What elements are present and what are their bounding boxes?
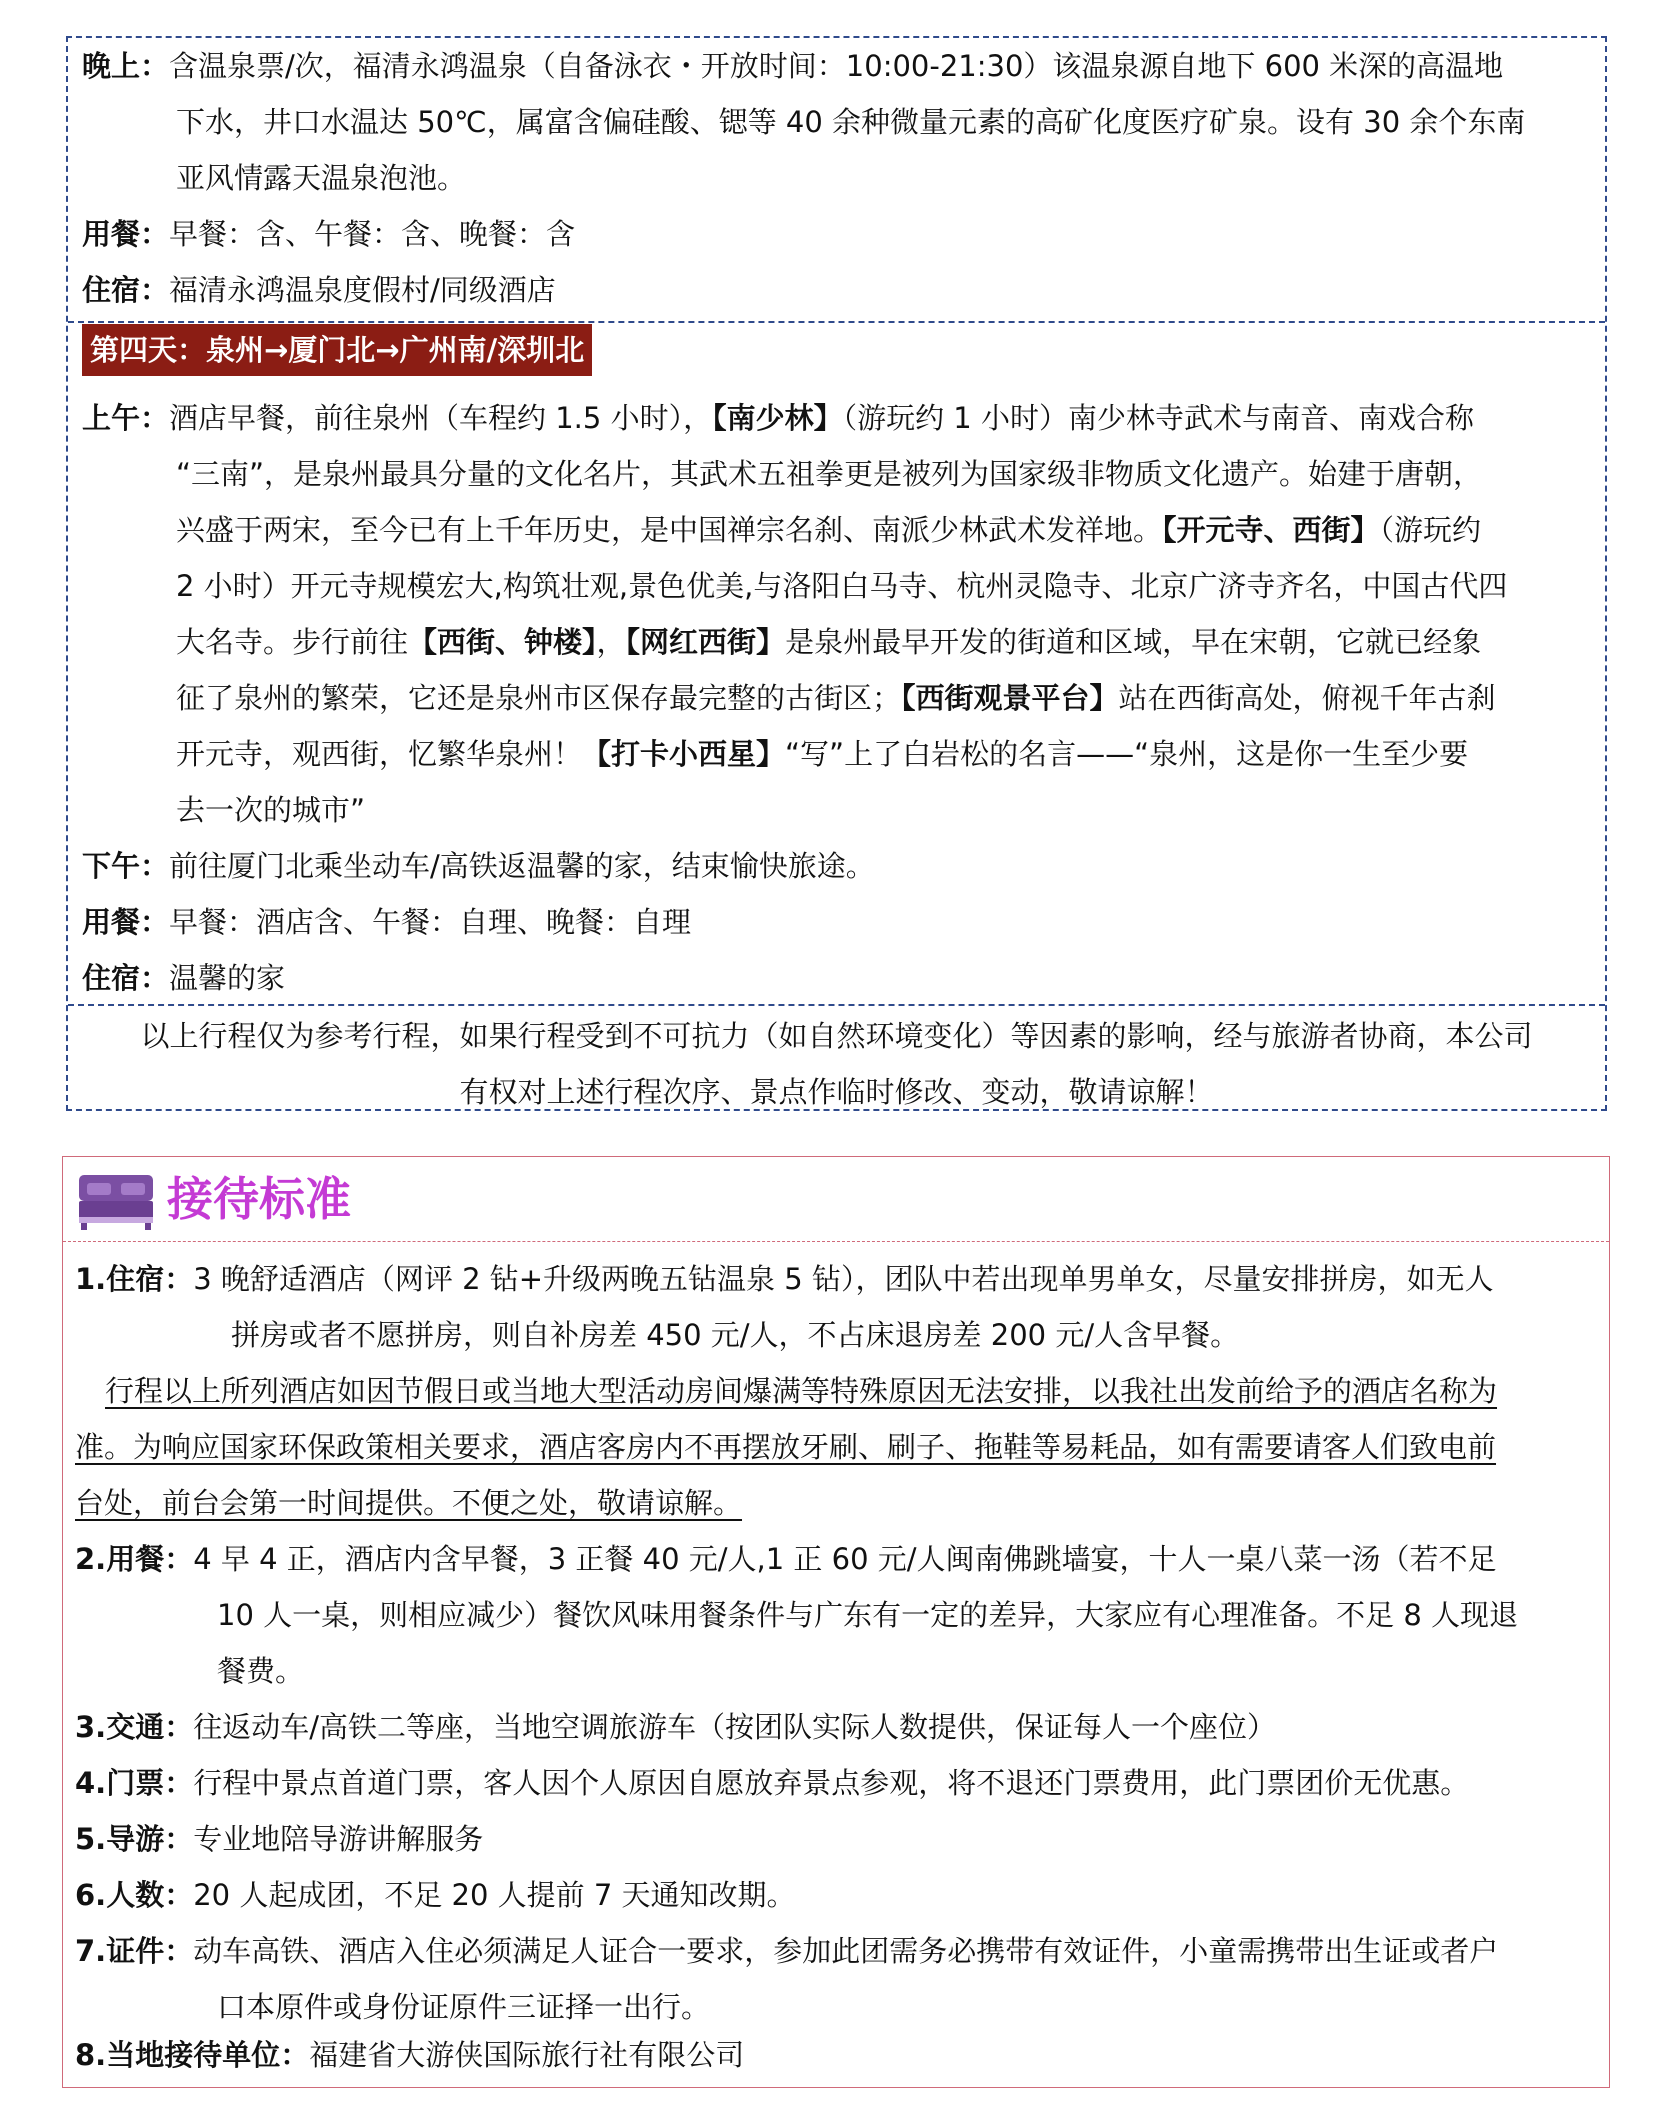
meal-row [82,206,575,262]
text: 酒店早餐，前往泉州（车程约 1.5 小时）， [169,401,713,435]
item-text: 3 晚舒适酒店（网评 2 钻+升级两晚五钻温泉 5 钻），团队中若出现单男单女，尽量安排拼房，如无人 [193,1262,1494,1296]
disclaimer-line-2: 有权对上述行程次序、景点作临时修改、变动，敬请谅解！ [459,1075,1214,1109]
morning-row-4 [176,558,1507,614]
divider [68,1004,1605,1006]
evening-label: 晚上： [82,49,170,83]
attraction-xijie: 【西街、钟楼】 [408,625,597,659]
item-label: 3.交通： [75,1710,194,1744]
meal-text: 早餐：含、午餐：含、晚餐：含 [169,217,576,251]
disclaimer-line-1: 以上行程仅为参考行程，如果行程受到不可抗力（如自然环境变化）等因素的影响，经与旅游者协商，本公司 [140,1019,1533,1053]
text: 是泉州最早开发的街道和区域，早在宋朝，它就已经象 [785,625,1482,659]
item-text: 10 人一桌，则相应减少）餐饮风味用餐条件与广东有一定的差异，大家应有心理准备。不足 8 人现退 [217,1598,1519,1632]
item-text: 拼房或者不愿拼房，则自补房差 450 元/人，不占床退房差 200 元/人含早餐。 [231,1318,1240,1352]
evening-line-3: 亚风情露天温泉泡池。 [176,161,467,195]
attraction-kaiyuan: 【开元寺、西街】 [1162,513,1380,547]
day4-meal-text: 早餐：酒店含、午餐：自理、晚餐：自理 [169,905,692,939]
text: 兴盛于两宋，至今已有上千年历史，是中国禅宗名刹、南派少林武术发祥地。 [176,513,1163,547]
item-label: 4.门票： [75,1766,194,1800]
item-label: 8.当地接待单位： [75,2038,310,2072]
morning-row-2 [176,446,1482,502]
item-text: 往返动车/高铁二等座，当地空调旅游车（按团队实际人数提供，保证每人一个座位） [193,1710,1276,1744]
text: “三南”，是泉州最具分量的文化名片，其武术五祖拳更是被列为国家级非物质文化遗产。始建于唐朝， [176,457,1483,491]
stay-label: 住宿： [82,273,170,307]
evening-line-2: 下水，井口水温达 50℃，属富含偏硅酸、锶等 40 余种微量元素的高矿化度医疗矿泉。设有 30 余个东南 [176,105,1526,139]
standard-item-group-size [75,1867,796,1923]
text: 开元寺，观西街，忆繁华泉州！ [176,737,583,771]
divider [68,321,1605,323]
text: （游玩约 [1379,513,1482,547]
stay-row [82,262,556,318]
afternoon-text: 前往厦门北乘坐动车/高铁返温馨的家，结束愉快旅途。 [169,849,875,883]
itinerary-box [66,36,1607,1111]
hotel-notice-line-2: 准。为响应国家环保政策相关要求，酒店客房内不再摆放牙刷、刷子、拖鞋等易耗品，如有需要请客人们致电前 [75,1430,1497,1464]
item-text: 4 早 4 正，酒店内含早餐，3 正餐 40 元/人,1 正 60 元/人闽南佛跳墙宴，十人一桌八菜一汤（若不足 [193,1542,1497,1576]
text: 去一次的城市” [176,793,366,827]
text: “写”上了白岩松的名言——“泉州，这是你一生至少要 [785,737,1469,771]
evening-row [82,38,1503,94]
day4-meal-label: 用餐： [82,905,170,939]
item-text: 动车高铁、酒店入住必须满足人证合一要求，参加此团需务必携带有效证件，小童需携带出生证或者户 [193,1934,1499,1968]
item-text: 行程中景点首道门票，客人因个人原因自愿放弃景点参观，将不退还门票费用，此门票团价无优惠。 [193,1766,1470,1800]
text: 大名寺。步行前往 [176,625,409,659]
hotel-notice-line-3: 台处，前台会第一时间提供。不便之处，敬请谅解。 [75,1486,743,1520]
hotel-notice-line-1: 行程以上所列酒店如因节假日或当地大型活动房间爆满等特殊原因无法安排，以我社出发前给予的酒店名称为 [105,1374,1498,1408]
attraction-wanghong: 【网红西街】 [625,625,786,659]
item-label: 2.用餐： [75,1542,194,1576]
morning-row-3 [176,502,1481,558]
text: 2 小时）开元寺规模宏大,构筑壮观,景色优美,与洛阳白马寺、杭州灵隐寺、北京广济寺齐名，中国古代四 [176,569,1508,603]
item-label: 7.证件： [75,1934,194,1968]
item-text: 专业地陪导游讲解服务 [193,1822,484,1856]
morning-row-1 [82,390,1474,446]
divider [63,1241,1609,1242]
morning-row-6 [176,670,1496,726]
item-label: 1.住宿： [75,1262,194,1296]
evening-line-1: 含温泉票/次，福清永鸿温泉（自备泳衣・开放时间：10:00-21:30）该温泉源自地下 600 米深的高温地 [169,49,1504,83]
day4-stay-label: 住宿： [82,961,170,995]
attraction-xiaoxixing: 【打卡小西星】 [582,737,786,771]
standard-item-tickets [75,1755,1469,1811]
item-text: 福建省大游侠国际旅行社有限公司 [309,2038,745,2072]
standard-item-meals [75,1531,1497,1587]
meal-label: 用餐： [82,217,170,251]
attraction-platform: 【西街观景平台】 [901,681,1119,715]
standards-box [62,1156,1610,2088]
day4-meal-row [82,894,691,950]
day4-banner: 第四天：泉州→厦门北→广州南/深圳北 [82,324,592,376]
text: 征了泉州的繁荣，它还是泉州市区保存最完整的古街区； [176,681,902,715]
morning-row-8 [176,782,365,838]
text: ， [596,625,626,659]
section-title: 接待标准 [167,1172,351,1226]
day4-stay-row [82,950,285,1006]
stay-text: 福清永鸿温泉度假村/同级酒店 [169,273,556,307]
item-text: 餐费。 [217,1654,305,1688]
standard-item-guide [75,1811,483,1867]
item-label: 6.人数： [75,1878,194,1912]
item-text: 口本原件或身份证原件三证择一出行。 [217,1990,711,2024]
item-label: 5.导游： [75,1822,194,1856]
morning-row-7 [176,726,1468,782]
text: 站在西街高处，俯视千年古刹 [1118,681,1496,715]
standard-item-lodging [75,1251,1493,1307]
standard-item-documents [75,1923,1498,1979]
standard-item-local-agency [75,2027,744,2083]
attraction-nanshaolin: 【南少林】 [712,401,843,435]
afternoon-label: 下午： [82,849,170,883]
morning-label: 上午： [82,401,170,435]
text: （游玩约 1 小时）南少林寺武术与南音、南戏合称 [842,401,1474,435]
bed-icon [77,1171,155,1231]
item-text: 20 人起成团，不足 20 人提前 7 天通知改期。 [193,1878,796,1912]
standard-item-transport [75,1699,1276,1755]
day4-stay-text: 温馨的家 [169,961,286,995]
morning-row-5 [176,614,1481,670]
afternoon-row [82,838,875,894]
